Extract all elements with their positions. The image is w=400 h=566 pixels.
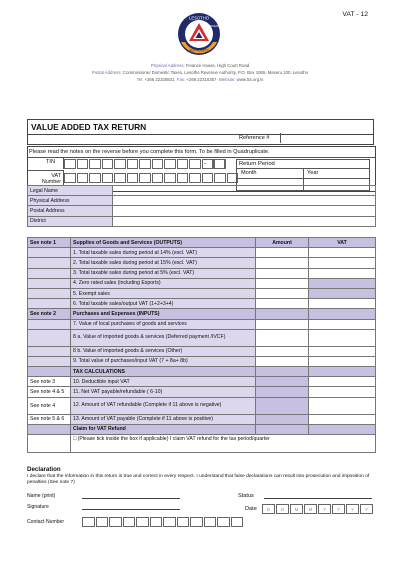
amount-8a[interactable] [256, 329, 309, 346]
signature-label: Signature [27, 504, 49, 510]
tin-check-cell[interactable] [213, 159, 226, 169]
vat-7[interactable] [309, 319, 376, 329]
return-period-label: Return Period [239, 161, 275, 167]
form-title: VALUE ADDED TAX RETURN [31, 122, 147, 132]
amount-1[interactable] [256, 248, 309, 258]
district-label: District [28, 216, 113, 226]
date-label: Date [245, 506, 257, 512]
declaration-heading: Declaration [27, 466, 61, 473]
amount-4[interactable] [256, 278, 309, 288]
vat-number-input-cells[interactable] [64, 173, 239, 183]
date-cells[interactable]: D D M M Y Y Y Y [262, 504, 374, 514]
month-label: Month [241, 170, 257, 176]
see-note-3: See note 3 [28, 377, 71, 387]
status-field[interactable] [264, 498, 372, 499]
tax-calc-row-10: 10. Deductible input VAT [71, 377, 256, 387]
vat-calculation-table [27, 237, 376, 453]
inputs-row-7: 7. Value of local purchases of goods and services [71, 319, 256, 329]
outputs-row-1: 1. Total taxable sales during period at 14% (excl. VAT) [71, 248, 256, 258]
claim-refund-row [71, 435, 376, 453]
amount-3[interactable] [256, 268, 309, 278]
logo-bottom-text: AUTHORITY [189, 48, 209, 53]
contact-number-label: Contact Number [27, 519, 65, 525]
tax-calc-row-12: 12. Amount of VAT refundable (Complete if 11 above is negative) [71, 397, 256, 414]
see-note-4-5: See note 4 & 5 [28, 387, 71, 397]
claim-refund-text: (Please tick inside the box if applicable) I claim VAT refund for the tax period/quarter [77, 436, 270, 442]
vat-9[interactable] [309, 356, 376, 366]
vat-3[interactable] [309, 268, 376, 278]
name-field[interactable] [82, 498, 180, 499]
see-note-4: See note 4 [28, 397, 71, 414]
inputs-row-8b: 8 b. Value of imported goods & services (Other) [71, 346, 256, 356]
tax-calc-row-13: 13. Amount of VAT payable (Complete if 11 above is positive) [71, 414, 256, 424]
legal-name-label: Legal Name [28, 186, 113, 196]
vat-10[interactable] [309, 377, 376, 387]
postal-address-field[interactable] [113, 206, 376, 216]
vat-header: VAT [309, 238, 376, 248]
claim-refund-header: Claim for VAT Refund [71, 424, 256, 434]
logo-right-text: REVENUE [208, 25, 221, 28]
taxpayer-details-table [27, 185, 376, 227]
outputs-row-5: 5. Exempt sales [71, 288, 256, 298]
amount-6[interactable] [256, 299, 309, 309]
instructions-text: Please read the notes on the reverse before you complete this form. To be filled in Quadruplicate. [29, 149, 270, 155]
vat-12[interactable] [309, 397, 376, 414]
name-label: Name (print) [27, 493, 56, 499]
see-note-5-6: See note 5 & 6 [28, 414, 71, 424]
inputs-header: Purchases and Expenses (INPUTS) [71, 309, 256, 319]
claim-refund-checkbox[interactable]: □ [73, 436, 77, 442]
physical-address-field[interactable] [113, 196, 376, 206]
tax-calc-row-11: 11. Net VAT payable/refundable ( 6-10) [71, 387, 256, 397]
tin-input-cells[interactable] [64, 159, 227, 169]
lra-logo [177, 12, 221, 56]
vat-11[interactable] [309, 387, 376, 397]
logo-top-text: LESOTHO [188, 15, 210, 21]
physical-address-label: Physical Address [28, 196, 113, 206]
amount-2[interactable] [256, 258, 309, 268]
postal-address-line: Postal Address: Commissioner Domestic Taxes, Lesotho Revenue Authority, P.O. Box 1065, Maseru 100, Lesotho [91, 70, 309, 75]
inputs-row-9: 9. Total value of purchases/input VAT (7 + 8a+ 8b) [71, 356, 256, 366]
see-note-2: See note 2 [28, 309, 71, 319]
tax-calculations-header: TAX CALCULATIONS [71, 367, 256, 377]
tin-label: TIN [46, 159, 56, 165]
reference-label: Reference # [239, 135, 270, 141]
amount-8b[interactable] [256, 346, 309, 356]
vat-1[interactable] [309, 248, 376, 258]
signature-field[interactable] [82, 509, 180, 510]
form-code: VAT - 12 [342, 11, 368, 18]
vat-8b[interactable] [309, 346, 376, 356]
contact-address-line: Tel: +266 22325831 Fax: +266 22310357 Website: www.lra.org.ls [136, 77, 264, 82]
declaration-text: I declare that the information in this return is true and correct in every respect. I understand that false declarations can result into prosecution and imposition of penalties (See note 7) [27, 474, 370, 485]
outputs-row-6: 6. Total taxable sales/output VAT (1+2+3+4) [71, 299, 256, 309]
vat-number-label: VAT Number [41, 173, 61, 185]
vat-6[interactable] [309, 299, 376, 309]
year-label: Year [307, 170, 319, 176]
reference-field[interactable] [280, 133, 373, 143]
outputs-row-4: 4. Zero rated sales (including Exports) [71, 278, 256, 288]
amount-7[interactable] [256, 319, 309, 329]
vat-2[interactable] [309, 258, 376, 268]
amount-header: Amount [256, 238, 309, 248]
outputs-row-2: 2. Total taxable sales during period at 15% (excl. VAT) [71, 258, 256, 268]
legal-name-field[interactable] [113, 186, 376, 196]
vat-13[interactable] [309, 414, 376, 424]
see-note-1: See note 1 [28, 238, 71, 248]
outputs-row-3: 3. Total taxable sales during period at 5% (excl. VAT) [71, 268, 256, 278]
inputs-row-8a: 8 a. Value of imported goods & services (Deferred payment /IVCF) [71, 329, 256, 346]
amount-9[interactable] [256, 356, 309, 366]
contact-number-cells[interactable] [82, 517, 244, 527]
outputs-header: Supplies of Goods and Services (OUTPUTS) [71, 238, 256, 248]
district-field[interactable] [113, 216, 376, 226]
reference-row [27, 133, 374, 145]
amount-5[interactable] [256, 288, 309, 298]
tin-dash: - [204, 161, 206, 167]
vat-8a[interactable] [309, 329, 376, 346]
physical-address-line: Physical Address: Finance House, High Court Road [150, 63, 250, 68]
postal-address-label: Postal Address [28, 206, 113, 216]
status-label: Status [238, 493, 254, 499]
